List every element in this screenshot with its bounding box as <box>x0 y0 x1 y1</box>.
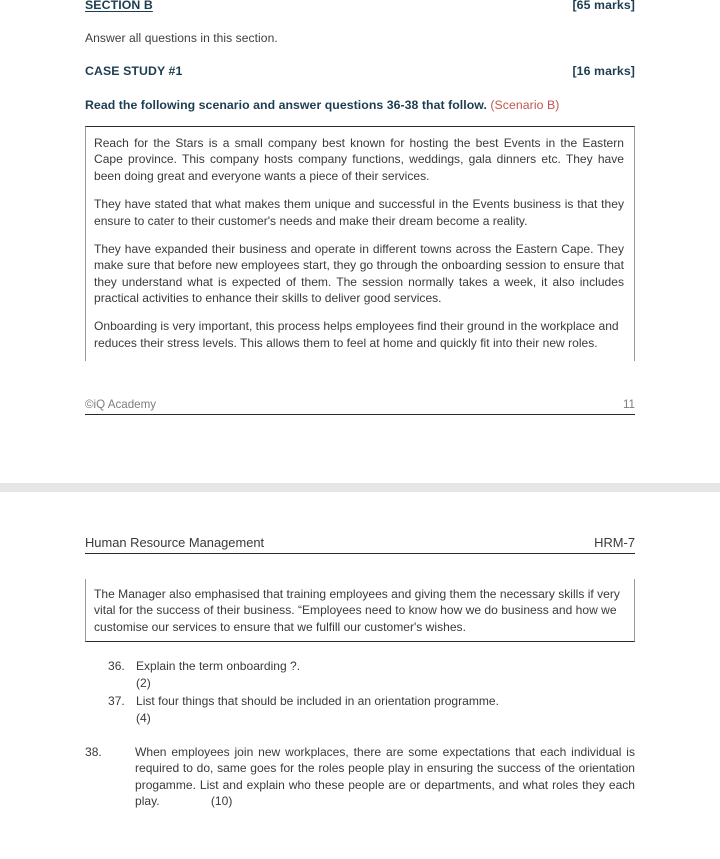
read-scenario-instruction <box>85 98 635 112</box>
section-b-heading-row <box>85 0 635 12</box>
footer-copyright: ©iQ Academy <box>85 398 157 411</box>
question-text: List four things that should be included in an orientation programme. <box>136 694 499 709</box>
question-number: 37. <box>108 694 125 709</box>
questions-list <box>85 658 635 810</box>
scenario-paragraph: They have stated that what makes them unique and successful in the Events business is that they ensure to cater to their customer's needs and make their dream become a reality. <box>94 197 624 228</box>
footer-page-number: 11 <box>622 398 635 411</box>
document-page-two <box>0 535 720 810</box>
question-spacer <box>85 727 635 744</box>
scenario-paragraph: Onboarding is very important, this process helps employees find their ground in the workplace and reduces their stress levels. This allows them to feel at home and quickly fit into their new roles. <box>94 319 619 350</box>
page-two-header-code: HRM-7 <box>594 535 635 550</box>
question-body <box>136 658 635 691</box>
question-number: 38. <box>85 744 102 759</box>
page-two-header <box>85 535 635 554</box>
page-one-footer <box>85 398 635 415</box>
scenario-tag: (Scenario B) <box>490 98 560 112</box>
question-item-36 <box>85 658 635 691</box>
scenario-text-box-part-one <box>85 126 635 361</box>
question-marks: (10) <box>210 794 233 809</box>
question-body <box>136 693 635 726</box>
question-item-37 <box>85 693 635 726</box>
case-study-heading: CASE STUDY #1 <box>85 64 183 78</box>
section-marks: [65 marks] <box>572 0 635 12</box>
section-instruction: Answer all questions in this section. <box>85 31 278 45</box>
header-box-spacer <box>85 554 635 579</box>
question-number: 36. <box>108 659 125 674</box>
question-marks: (2) <box>136 675 151 690</box>
question-text: When employees join new workplaces, there are some expectations that each individual is required to do, same goes for the roles people play in ensuring the success of the orientation progamme. List and explain who these people are or departments, and what roles they each play. <box>135 744 635 809</box>
question-item-38 <box>85 744 635 810</box>
scenario-paragraph: The Manager also emphasised that training employees and giving them the necessary skills if very vital for the success of their business. “Employees need to know how we do business and how we customise our services to ensure that we fulfill our customer's wishes. <box>94 587 620 634</box>
read-scenario-text: Read the following scenario and answer questions 36-38 that follow. <box>85 98 487 112</box>
page-separator <box>0 483 720 492</box>
question-text: Explain the term onboarding ?. <box>136 659 301 674</box>
question-body <box>135 744 635 810</box>
case-study-heading-row <box>85 64 635 78</box>
scenario-text-box-part-two <box>85 579 635 642</box>
case-study-marks: [16 marks] <box>572 64 635 78</box>
question-marks: (4) <box>136 710 151 725</box>
scenario-paragraph: Reach for the Stars is a small company best known for hosting the best Events in the Eastern Cape province. This company hosts company functions, weddings, gala dinners etc. They have been doing great and everyone wants a piece of their services. <box>94 136 624 183</box>
scenario-paragraph: They have expanded their business and operate in different towns across the Eastern Cape. They make sure that before new employees start, they go through the onboarding session to ensure that they understand what is expected of them. The session normally takes a week, it also includes practical activities to enhance their skills to deliver good services. <box>94 241 624 305</box>
page-two-header-title: Human Resource Management <box>85 535 265 550</box>
section-heading: SECTION B <box>85 0 153 12</box>
